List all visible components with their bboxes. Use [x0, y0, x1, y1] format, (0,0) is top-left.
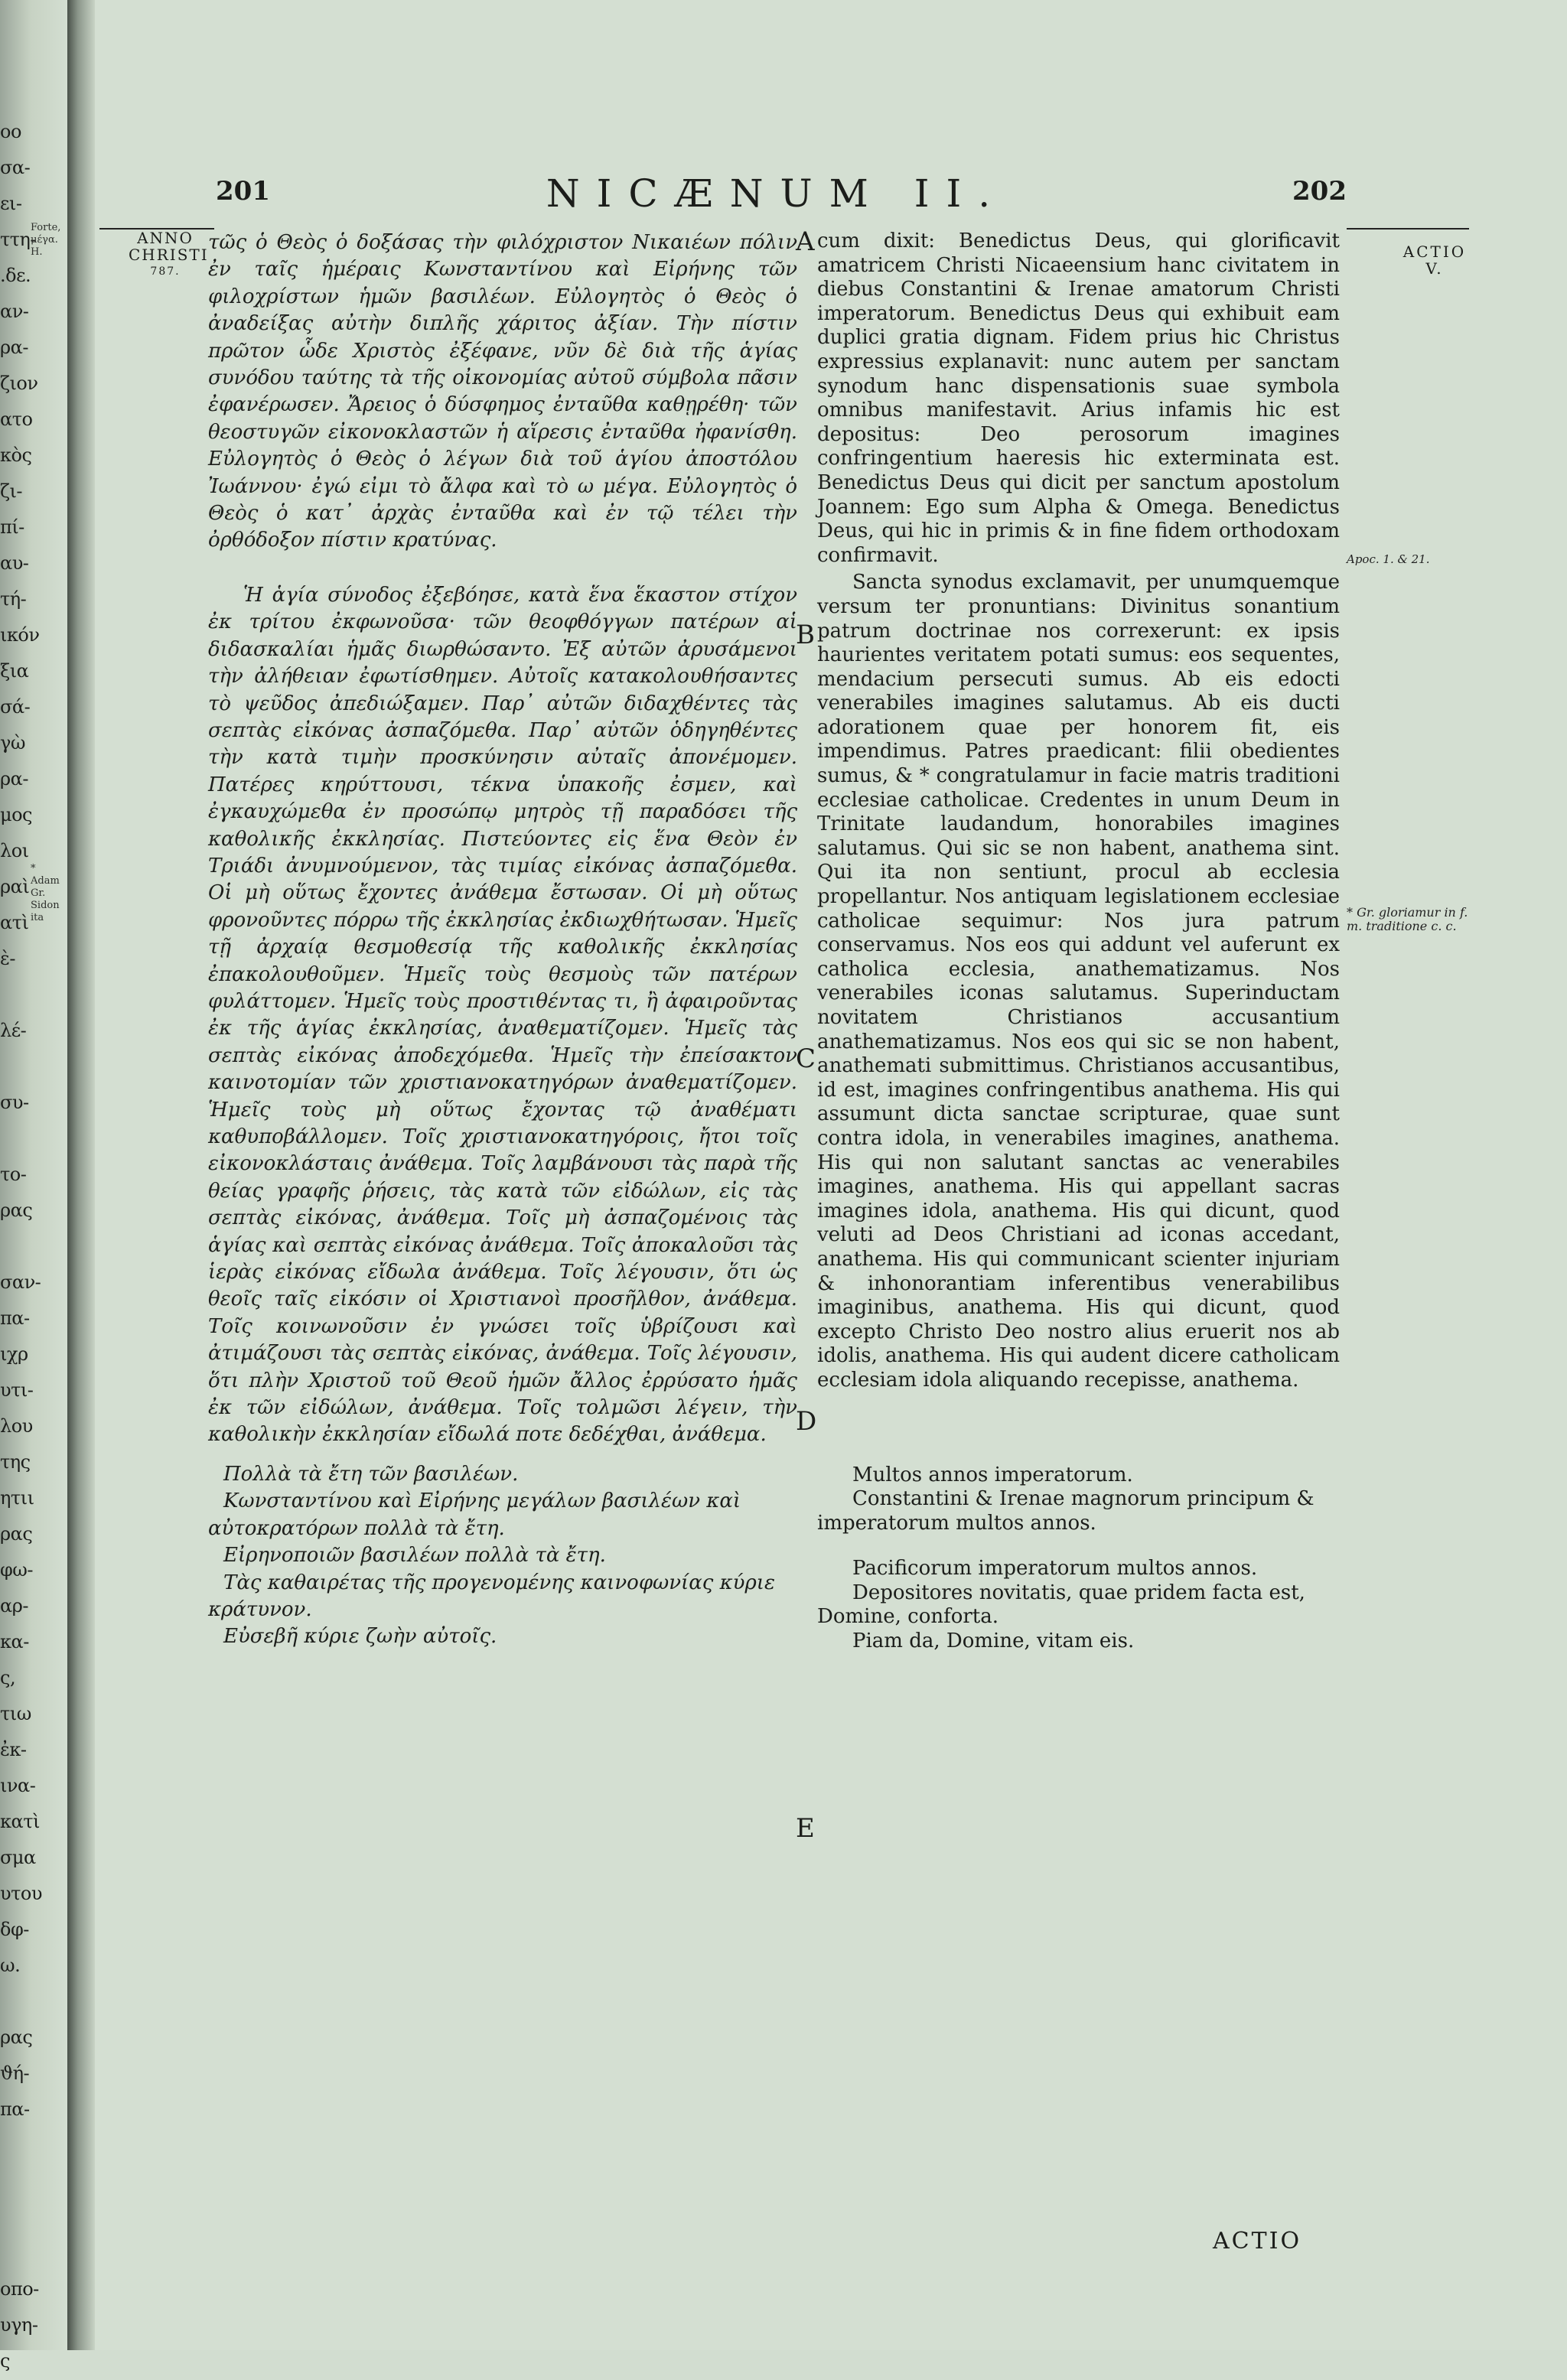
actio-word: ACTIO: [1402, 243, 1467, 261]
previous-page-fragment: [0, 1984, 66, 2020]
previous-page-fragment: αυ-: [0, 552, 29, 574]
actio-marker: [1393, 243, 1477, 277]
previous-page-fragment: ρας: [0, 1523, 33, 1545]
previous-page-fragment: πί-: [0, 516, 24, 538]
previous-page-margin-note: [31, 222, 67, 924]
latin-paragraph-1: cum dixit: Benedictus Deus, qui glorificavit amatricem Christi Nicaeensium hanc civitatem in diebus Constantini & Irenae amatorum Christi imperatorum. Benedictus Deus qui exhibuit eam duplici gratia dignam. Fidem prius hic Christus expressius explanavit: nunc autem per sanctam synodum hanc dispensationis suae symbola omnibus manifestavit. Arius infamis hic est depositus: Deo perosorum imagines confringentium haeresis hic exterminata est. Benedictus Deus qui dicit per sanctum apostolum Joannem: Ego sum Alpha & Omega. Benedictus Deus, qui hic in primis & in fine fidem orthodoxam confirmavit.: [817, 230, 1340, 567]
previous-page-fragment: [0, 2164, 66, 2200]
greek-acclamation-3: Εἰρηνοποιῶν βασιλέων πολλὰ τὰ ἔτη.: [223, 1544, 606, 1568]
previous-page-fragment: ιχρ: [0, 1343, 28, 1365]
latin-paragraph-2: Sancta synodus exclamavit, per unumquemque versum ter pronuntians: Divinitus sonantium patrum doctrinae nos correxerunt: ex ipsis haurientes veritatem potati sumus: eos sequentes, mendacium persecuti sumus. Ab eis edocti venerabiles imagines salutamus. Ab eis ducti adorationem quae per honorem fit, eis impendimus. Patres praedicant: filii obedientes sumus, & * congratulamur in facie matris traditioni ecclesiae catholicae. Credentes in unum Deum in Trinitate laudandum, honorabiles imagines salutamus. Qui sic se non habent, anathema sint. Qui ita non sentiunt, procul ab ecclesia propellantur. Nos antiquam legislationem ecclesiae catholicae sequimur: Nos jura patrum conservamus. Nos eos qui addunt vel auferunt ex catholica ecclesia, anathematizamus. Nos venerabiles iconas salutamus. Superinductam novitatem Christianos accusantium anathematizamus. Nos eos qui sic se non habent, anathemati submittimus. Christianos accusantibus, id est, imagines confringentibus anathema. His qui assumunt dicta sanctae scripturae, quae sunt contra idola, in venerabiles imagines, anathema. His qui non salutant sanctas ac venerabiles imagines, anathema. His qui appellant sacras imagines idola, anathema. His qui dicunt, quod veluti ad Deos Christiani ad iconas accedant, anathema. His qui communicant scienter injuriam & inhonorantiam inferentibus venerabilibus imaginibus, anathema. His qui dicunt, quod excepto Christo Deo nostro alius eruerit nos ab idolis, anathema. His qui audent dicere catholicam ecclesiam idola aliquando recepisse, anathema.: [817, 571, 1340, 1392]
margin-note-gloriamur: * Gr. gloriamur in f. m. traditione c. c.: [1347, 905, 1468, 933]
anno-label: ANNO: [137, 229, 194, 247]
previous-page-fragment: σμα: [0, 1847, 36, 1868]
previous-page-fragment: υτι-: [0, 1379, 34, 1401]
previous-page-fragment: ζι-: [0, 480, 23, 502]
previous-page-fragment: λέ-: [0, 1020, 27, 1041]
latin-column: [817, 230, 1340, 1654]
page-header: [207, 171, 1347, 222]
margin-note-adam: * Adam Gr. Sidon ita: [31, 863, 60, 923]
previous-page-fragment: κατὶ: [0, 1811, 40, 1832]
greek-acclamation-2: Κωνσταντίνου καὶ Εἰρήνης μεγάλων βασιλέων καὶ αὐτοκρατόρων πολλὰ τὰ ἔτη.: [208, 1490, 741, 1540]
latin-acclamation-5: Piam da, Domine, vitam eis.: [852, 1630, 1135, 1653]
previous-page-fragment: οπο-: [0, 2278, 39, 2300]
previous-page-fragment: σαν-: [0, 1271, 41, 1293]
previous-page-fragment: ρας: [0, 2027, 33, 2048]
greek-paragraph-2: Ἡ ἁγία σύνοδος ἐξεβόησε, κατὰ ἕνα ἕκαστον στίχον ἐκ τρίτου ἐκφωνοῦσα· τῶν θεοφθόγγων πατέρων αἱ διδασκαλίαι ἡμᾶς διωρθώσαντο. Ἐξ αὐτῶν ἀρυσάμενοι τὴν ἀλήθειαν ἐφωτίσθημεν. Αὐτοῖς κατακολουθήσαντες τὸ ψεῦδος ἀπεδιώξαμεν. Παρ᾽ αὐτῶν διδαχθέντες τὰς σεπτὰς εἰκόνας ἀσπαζόμεθα. Παρ᾽ αὐτῶν ὁδηγηθέντες τὴν κατὰ τιμὴν προσκύνησιν αὐταῖς ἀπονέμομεν. Πατέρες κηρύττουσι, τέκνα ὑπακοῆς ἐσμεν, καὶ ἐγκαυχώμεθα ἐν προσώπῳ μητρὸς τῇ παραδόσει τῆς καθολικῆς ἐκκλησίας. Πιστεύοντες εἰς ἕνα Θεὸν ἐν Τριάδι ἀνυμνούμενον, τὰς τιμίας εἰκόνας ἀσπαζόμεθα. Οἱ μὴ οὕτως ἔχοντες ἀνάθεμα ἔστωσαν. Οἱ μὴ οὕτως φρονοῦντες πόρρω τῆς ἐκκλησίας ἐκδιωχθήτωσαν. Ἡμεῖς τῇ ἀρχαίᾳ θεσμοθεσίᾳ τῆς καθολικῆς ἐκκλησίας ἐπακολουθοῦμεν. Ἡμεῖς τοὺς θεσμοὺς τῶν πατέρων φυλάττομεν. Ἡμεῖς τοὺς προστιθέντας τι, ἢ ἀφαιροῦντας ἐκ τῆς ἁγίας ἐκκλησίας, ἀναθεματίζομεν. Ἡμεῖς τὰς σεπτὰς εἰκόνας ἀποδεχόμεθα. Ἡμεῖς τὴν ἐπείσακτον καινοτομίαν τῶν χριστιανοκατηγόρων ἀναθεματίζομεν. Ἡμεῖς τοὺς μὴ οὕτως ἔχοντας τῷ ἀναθέματι καθυποβάλλομεν. Τοῖς χριστιανοκατηγόροις, ἤτοι τοῖς εἰκονοκλάσταις ἀνάθεμα. Τοῖς λαμβάνουσι τὰς παρὰ τῆς θείας γραφῆς ῥήσεις, τὰς κατὰ τῶν εἰδώλων, εἰς τὰς σεπτὰς εἰκόνας, ἀνάθεμα. Τοῖς μὴ ἀσπαζομένοις τὰς ἁγίας καὶ σεπτὰς εἰκόνας ἀνάθεμα. Τοῖς ἀποκαλοῦσι τὰς ἱερὰς εἰκόνας εἴδωλα ἀνάθεμα. Τοῖς λέγουσιν, ὅτι ὡς θεοῖς ταῖς εἰκόσιν οἱ Χριστιανοὶ προσῆλθον, ἀνάθεμα. Τοῖς κοινωνοῦσιν ἐν γνώσει τοῖς ὑβρίζουσι καὶ ἀτιμάζουσι τὰς σεπτὰς εἰκόνας, ἀνάθεμα. Τοῖς λέγουσιν, ὅτι πλὴν Χριστοῦ τοῦ Θεοῦ ἡμῶν ἄλλος ἐρρύσατο ἡμᾶς ἐκ τῶν εἰδώλων, ἀνάθεμα. Τοῖς τολμῶσι λέγειν, τὴν καθολικὴν ἐκκλησίαν εἴδωλά ποτε δεδέχθαι, ἀνάθεμα.: [208, 583, 797, 1447]
previous-page-fragment: ητιι: [0, 1487, 34, 1509]
previous-page-fragment: τιω: [0, 1703, 31, 1724]
previous-page-fragment: υγη-: [0, 2314, 38, 2336]
previous-page-fragment: ϑή-: [0, 2063, 30, 2084]
previous-page-fragment: αρ-: [0, 1595, 28, 1617]
margin-note-forte: Forte, μέγα. H.: [31, 222, 61, 258]
anno-christi-note: [129, 229, 209, 280]
previous-page-fragment: [0, 2200, 66, 2236]
greek-acclamation-5: Εὐσεβῆ κύριε ζωὴν αὐτοῖς.: [223, 1625, 497, 1649]
latin-acclamation-3: Pacificorum imperatorum multos annos.: [852, 1557, 1258, 1581]
previous-page-fragment: [0, 1229, 66, 1265]
previous-page-fragment: τή-: [0, 588, 27, 610]
previous-page-fragment: ττη-: [0, 229, 37, 250]
previous-page-fragment: κὸς: [0, 444, 32, 466]
previous-page-fragment: οο: [0, 121, 21, 142]
previous-page-fragment: ς: [0, 2350, 10, 2372]
previous-page-fragment: δφ-: [0, 1919, 29, 1940]
previous-page-fragment: πα-: [0, 2098, 30, 2120]
latin-acclamations: [817, 1463, 1340, 1654]
previous-page-fragment: γὼ: [0, 732, 25, 754]
previous-page-fragment: [0, 978, 66, 1014]
previous-page-fragment: ινα-: [0, 1775, 36, 1796]
previous-page-fragment: [0, 2128, 66, 2164]
left-page-number: 201: [216, 176, 270, 207]
latin-acclamation-1: Multos annos imperatorum.: [852, 1463, 1133, 1486]
previous-page-fragment: σα-: [0, 157, 31, 178]
catchword: ACTIO: [1213, 2228, 1302, 2255]
previous-page-fragment: ικόν: [0, 624, 40, 646]
actio-number: V.: [1425, 259, 1444, 278]
previous-page-fragment: ρας: [0, 1200, 33, 1221]
previous-page-fragment: ραὶ: [0, 876, 30, 897]
greek-paragraph-1: τῶς ὁ Θεὸς ὁ δοξάσας τὴν φιλόχριστον Νικαιέων πόλιν ἐν ταῖς ἡμέραις Κωνσταντίνου καὶ Εἰρήνης τῶν φιλοχρίστων ἡμῶν βασιλέων. Εὐλογητὸς ὁ Θεὸς ὁ ἀναδείξας αὐτὴν διπλῆς χάριτος ἀξίαν. Τὴν πίστιν πρῶτον ὧδε Χριστὸς ἐξέφανε, νῦν δὲ διὰ τῆς ἁγίας συνόδου ταύτης τὰ τῆς οἰκονομίας αὐτοῦ σύμβολα πᾶσιν ἐφανέρωσεν. Ἄρειος ὁ δύσφημος ἐνταῦθα καθῃρέθη· τῶν θεοστυγῶν εἰκονοκλαστῶν ἡ αἵρεσις ἐνταῦθα ἠφανίσθη. Εὐλογητὸς ὁ Θεὸς ὁ λέγων διὰ τοῦ ἁγίου ἀποστόλου Ἰωάννου· ἐγώ εἰμι τὸ ἄλφα καὶ τὸ ω μέγα. Εὐλογητὸς ὁ Θεὸς ὁ κατ᾽ ἀρχὰς ἐνταῦθα καὶ ἐν τῷ τέλει τὴν ὀρθόδοξον πίστιν κρατύνας.: [208, 231, 797, 552]
section-letter-e: E: [796, 1813, 815, 1844]
previous-page-fragment: ρα-: [0, 337, 28, 358]
anno-year: 787.: [150, 265, 181, 278]
previous-page-fragment: το-: [0, 1164, 27, 1185]
previous-page-fragment: ἐκ-: [0, 1739, 27, 1760]
latin-acclamation-4: Depositores novitatis, quae pridem facta est, Domine, conforta.: [817, 1581, 1305, 1629]
previous-page-fragment: ς,: [0, 1667, 16, 1688]
previous-page-fragment: ξια: [0, 660, 29, 682]
section-letter-b: B: [796, 620, 815, 650]
gutter-shadow: [67, 0, 95, 2350]
running-title: NICÆNUM II.: [546, 171, 1008, 216]
previous-page-fragment: ὲ-: [0, 948, 15, 969]
section-letter-d: D: [796, 1406, 817, 1437]
previous-page-fragment: της: [0, 1451, 31, 1473]
previous-page-fragment: ει-: [0, 193, 22, 214]
latin-acclamation-2: Constantini & Irenae magnorum principum & imperatorum multos annos.: [817, 1487, 1315, 1535]
section-letter-c: C: [796, 1043, 816, 1074]
previous-page-fragment: [0, 1050, 66, 1086]
margin-note-apocalypse: Apoc. 1. & 21.: [1347, 552, 1430, 566]
section-letter-a: A: [796, 226, 815, 257]
previous-page-fragment: ατὶ: [0, 912, 29, 933]
previous-page-fragment: ω.: [0, 1955, 21, 1976]
greek-acclamations: [208, 1461, 797, 1651]
previous-page-fragment: συ-: [0, 1092, 29, 1113]
previous-page-fragment: φω-: [0, 1559, 33, 1581]
previous-page-fragment: λου: [0, 1415, 33, 1437]
right-marginal-rule: [1347, 228, 1469, 230]
previous-page-fragment: αν-: [0, 301, 29, 322]
previous-page-fragment: κα-: [0, 1631, 29, 1652]
right-page-number: 202: [1292, 176, 1347, 207]
previous-page-fragment: μος: [0, 804, 32, 825]
previous-page-fragment: .δε.: [0, 265, 31, 286]
greek-acclamation-1: Πολλὰ τὰ ἔτη τῶν βασιλέων.: [223, 1462, 519, 1486]
previous-page-fragment: ατο: [0, 409, 33, 430]
greek-acclamation-4: Τὰς καθαιρέτας τῆς προγενομένης καινοφωνίας κύριε κράτυνον.: [208, 1571, 775, 1621]
previous-page-fragment: [0, 1122, 66, 1157]
previous-page-fragment: [0, 2236, 66, 2272]
previous-page-fragment: σά-: [0, 696, 31, 718]
previous-page-fragment: ζιον: [0, 373, 38, 394]
greek-column: [208, 230, 797, 1651]
previous-page-fragment: λοι: [0, 840, 29, 861]
previous-page-fragment: υτου: [0, 1883, 42, 1904]
previous-page-fragment: πα-: [0, 1307, 30, 1329]
previous-page-fragment: ρα-: [0, 768, 28, 790]
christi-label: CHRISTI: [129, 246, 209, 264]
